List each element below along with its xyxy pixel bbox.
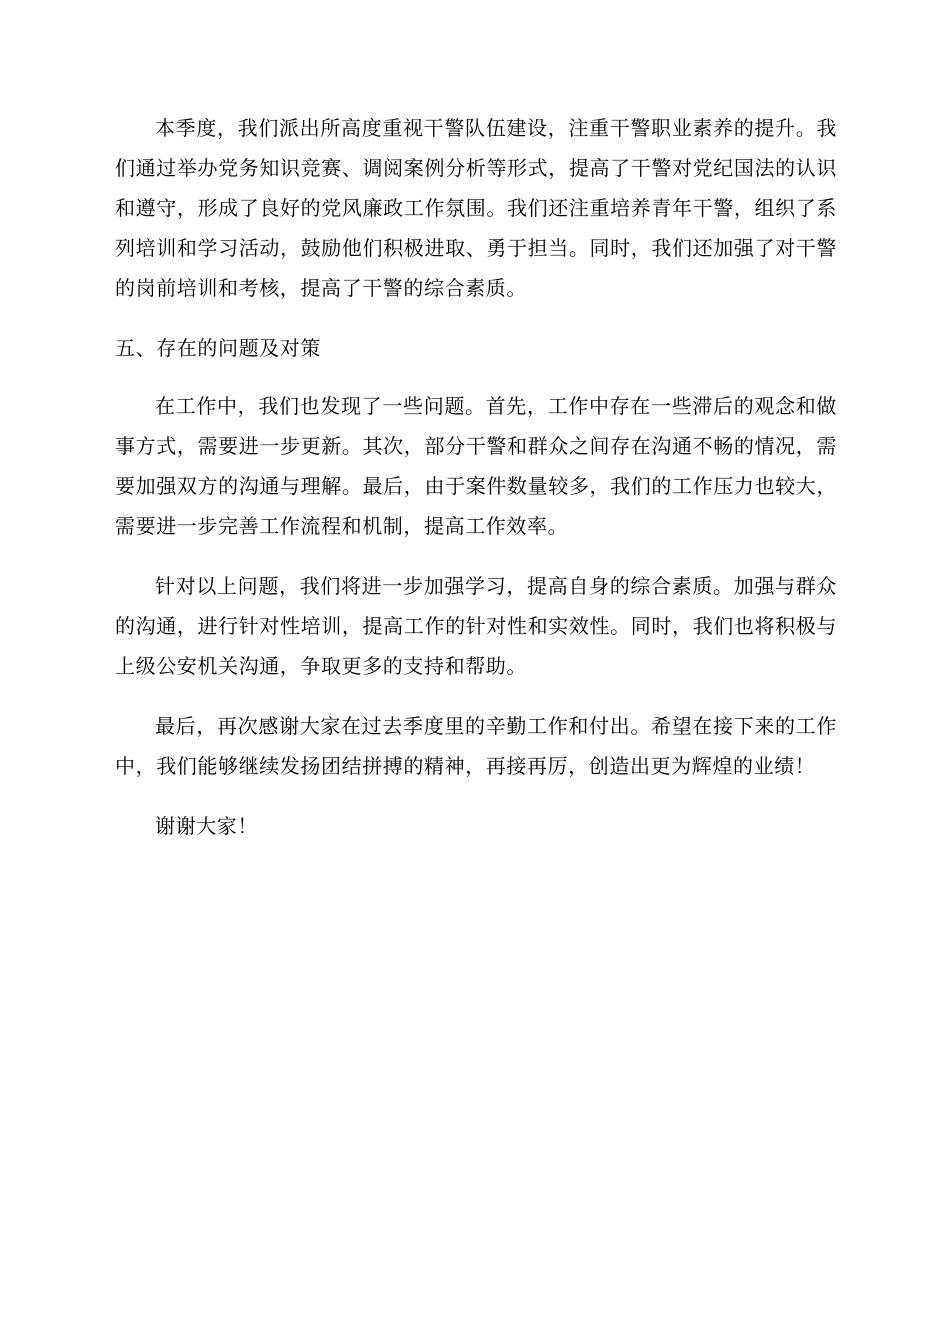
paragraph-team-building: 本季度，我们派出所高度重视干警队伍建设，注重干警职业素养的提升。我们通过举办党务知识竞赛、调阅案例分析等形式，提高了干警对党纪国法的认识和遵守，形成了良好的党风廉政工作氛围。我们还注重培养青年干警，组织了系列培训和学习活动，鼓励他们积极进取、勇于担当。同时，我们还加强了对干警的岗前培训和考核，提高了干警的综合素质。 [115, 116, 837, 300]
paragraph-countermeasures: 针对以上问题，我们将进一步加强学习，提高自身的综合素质。加强与群众的沟通，进行针对性培训，提高工作的针对性和实效性。同时，我们也将积极与上级公安机关沟通，争取更多的支持和帮助。 [115, 574, 837, 678]
paragraph-final-thanks: 谢谢大家！ [155, 814, 258, 838]
paragraph-closing-thanks: 最后，再次感谢大家在过去季度里的辛勤工作和付出。希望在接下来的工作中，我们能够继续发扬团结拼搏的精神，再接再厉，创造出更为辉煌的业绩！ [115, 714, 837, 778]
section-heading-problems: 五、存在的问题及对策 [115, 336, 321, 360]
paragraph-problems: 在工作中，我们也发现了一些问题。首先，工作中存在一些滞后的观念和做事方式，需要进一步更新。其次，部分干警和群众之间存在沟通不畅的情况，需要加强双方的沟通与理解。最后，由于案件数量较多，我们的工作压力也较大，需要进一步完善工作流程和机制，提高工作效率。 [115, 394, 837, 538]
document-body [115, 108, 837, 866]
